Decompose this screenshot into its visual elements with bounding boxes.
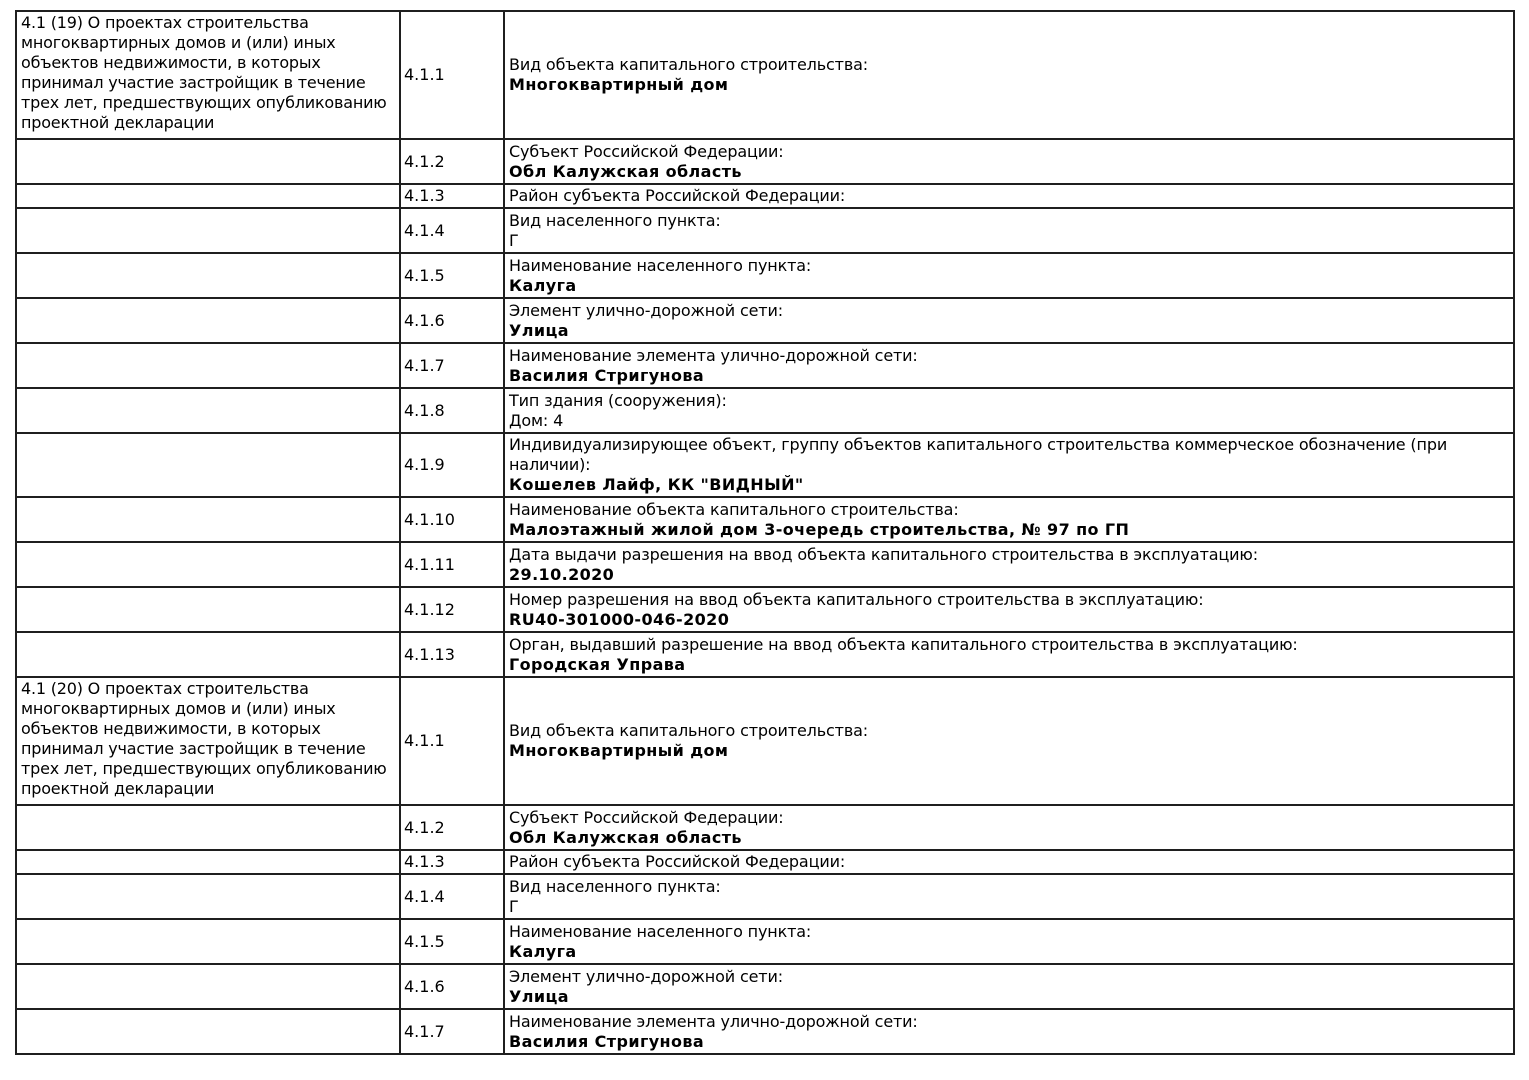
field-value: RU40-301000-046-2020 [509, 609, 730, 629]
field-label: Элемент улично-дорожной сети: [509, 300, 783, 320]
field-label: Тип здания (сооружения): [509, 390, 727, 410]
section-description-cell [16, 184, 400, 208]
field-value: Г [509, 896, 519, 916]
row-content-cell [504, 139, 1514, 184]
section-description-cell [16, 632, 400, 677]
table-row [16, 850, 1514, 874]
row-number-cell: 4.1.1 [400, 11, 504, 139]
row-number-cell: 4.1.9 [400, 433, 504, 497]
table-row [16, 208, 1514, 253]
table-row [16, 253, 1514, 298]
row-number-cell: 4.1.11 [400, 542, 504, 587]
row-content-cell [504, 388, 1514, 433]
field-value: Улица [509, 986, 569, 1006]
field-label: Номер разрешения на ввод объекта капитального строительства в эксплуатацию: [509, 589, 1204, 609]
field-value: Обл Калужская область [509, 161, 742, 181]
table-row [16, 497, 1514, 542]
row-number-cell: 4.1.2 [400, 139, 504, 184]
table-row [16, 542, 1514, 587]
table-row [16, 1009, 1514, 1054]
row-number-cell: 4.1.7 [400, 343, 504, 388]
declaration-table-body [16, 11, 1514, 1054]
field-label: Субъект Российской Федерации: [509, 141, 784, 161]
section-description-cell: 4.1 (19) О проектах строительства многоквартирных домов и (или) иных объектов недвижимости, в которых принимал участие застройщик в течение трех лет, предшествующих опубликованию проектной декларации [16, 11, 400, 139]
row-content-cell [504, 343, 1514, 388]
table-row [16, 632, 1514, 677]
field-label: Наименование элемента улично-дорожной сети: [509, 1011, 918, 1031]
row-content-cell [504, 433, 1514, 497]
table-row [16, 919, 1514, 964]
table-row [16, 343, 1514, 388]
row-number-cell: 4.1.2 [400, 805, 504, 850]
table-row [16, 139, 1514, 184]
row-content-cell [504, 919, 1514, 964]
field-value: Улица [509, 320, 569, 340]
row-content-cell [504, 677, 1514, 805]
table-row [16, 298, 1514, 343]
row-content-cell [504, 632, 1514, 677]
row-number-cell: 4.1.1 [400, 677, 504, 805]
field-label: Вид объекта капитального строительства: [509, 721, 869, 740]
section-description-cell [16, 433, 400, 497]
table-row [16, 964, 1514, 1009]
section-description-cell [16, 919, 400, 964]
section-description-cell [16, 343, 400, 388]
field-label: Наименование объекта капитального строительства: [509, 499, 959, 519]
field-label: Орган, выдавший разрешение на ввод объекта капитального строительства в эксплуатацию: [509, 634, 1298, 654]
row-number-cell: 4.1.4 [400, 208, 504, 253]
field-label: Вид населенного пункта: [509, 210, 721, 230]
row-number-cell: 4.1.5 [400, 919, 504, 964]
section-description-cell [16, 298, 400, 343]
document-page [15, 10, 1513, 1055]
row-content-cell [504, 184, 1514, 208]
row-number-cell: 4.1.5 [400, 253, 504, 298]
row-number-cell: 4.1.3 [400, 850, 504, 874]
section-description-cell [16, 497, 400, 542]
row-number-cell: 4.1.4 [400, 874, 504, 919]
row-content-cell [504, 850, 1514, 874]
section-description-cell [16, 964, 400, 1009]
row-content-cell [504, 298, 1514, 343]
table-row [16, 388, 1514, 433]
row-content-cell [504, 1009, 1514, 1054]
table-row [16, 433, 1514, 497]
field-label: Вид объекта капитального строительства: [509, 55, 869, 74]
row-content-cell [504, 805, 1514, 850]
row-content-cell [504, 874, 1514, 919]
field-label: Дата выдачи разрешения на ввод объекта капитального строительства в эксплуатацию: [509, 544, 1258, 564]
field-label: Вид населенного пункта: [509, 876, 721, 896]
row-number-cell: 4.1.6 [400, 298, 504, 343]
row-number-cell: 4.1.10 [400, 497, 504, 542]
row-number-cell: 4.1.12 [400, 587, 504, 632]
section-description-cell [16, 253, 400, 298]
section-description-cell [16, 1009, 400, 1054]
field-value: Малоэтажный жилой дом 3-очередь строительства, № 97 по ГП [509, 519, 1130, 539]
section-description-cell [16, 542, 400, 587]
section-description-cell [16, 587, 400, 632]
section-description-cell [16, 874, 400, 919]
row-number-cell: 4.1.8 [400, 388, 504, 433]
section-description-cell: 4.1 (20) О проектах строительства многоквартирных домов и (или) иных объектов недвижимости, в которых принимал участие застройщик в течение трех лет, предшествующих опубликованию проектной декларации [16, 677, 400, 805]
field-value: Кошелев Лайф, КК "ВИДНЫЙ" [509, 475, 804, 494]
section-description-cell [16, 208, 400, 253]
field-value: Обл Калужская область [509, 827, 742, 847]
project-declaration-table [15, 10, 1515, 1055]
row-number-cell: 4.1.7 [400, 1009, 504, 1054]
field-value: Многоквартирный дом [509, 75, 729, 94]
field-value: Г [509, 230, 519, 250]
field-label: Индивидуализирующее объект, группу объектов капитального строительства коммерческое обозначение (при наличии): [509, 435, 1448, 474]
row-number-cell: 4.1.3 [400, 184, 504, 208]
row-content-cell [504, 497, 1514, 542]
field-value: Василия Стригунова [509, 365, 705, 385]
field-value: Калуга [509, 275, 577, 295]
table-row [16, 587, 1514, 632]
row-number-cell: 4.1.13 [400, 632, 504, 677]
field-label: Наименование элемента улично-дорожной сети: [509, 345, 918, 365]
section-description-cell [16, 388, 400, 433]
row-number-cell: 4.1.6 [400, 964, 504, 1009]
section-description-cell [16, 139, 400, 184]
section-header-row [16, 11, 1514, 139]
row-content-cell [504, 208, 1514, 253]
table-row [16, 805, 1514, 850]
field-value: Городская Управа [509, 654, 686, 674]
field-label: Субъект Российской Федерации: [509, 807, 784, 827]
row-content-cell [504, 253, 1514, 298]
row-content-cell [504, 964, 1514, 1009]
field-label: Район субъекта Российской Федерации: [509, 186, 846, 205]
field-label: Район субъекта Российской Федерации: [509, 852, 846, 871]
row-content-cell [504, 11, 1514, 139]
field-label: Наименование населенного пункта: [509, 255, 812, 275]
field-value: 29.10.2020 [509, 564, 615, 584]
field-label: Элемент улично-дорожной сети: [509, 966, 783, 986]
field-value: Калуга [509, 941, 577, 961]
table-row [16, 874, 1514, 919]
section-description-cell [16, 805, 400, 850]
row-content-cell [504, 542, 1514, 587]
row-content-cell [504, 587, 1514, 632]
field-value: Дом: 4 [509, 410, 564, 430]
field-value: Василия Стригунова [509, 1031, 705, 1051]
field-value: Многоквартирный дом [509, 741, 729, 760]
table-row [16, 184, 1514, 208]
field-label: Наименование населенного пункта: [509, 921, 812, 941]
section-header-row [16, 677, 1514, 805]
section-description-cell [16, 850, 400, 874]
